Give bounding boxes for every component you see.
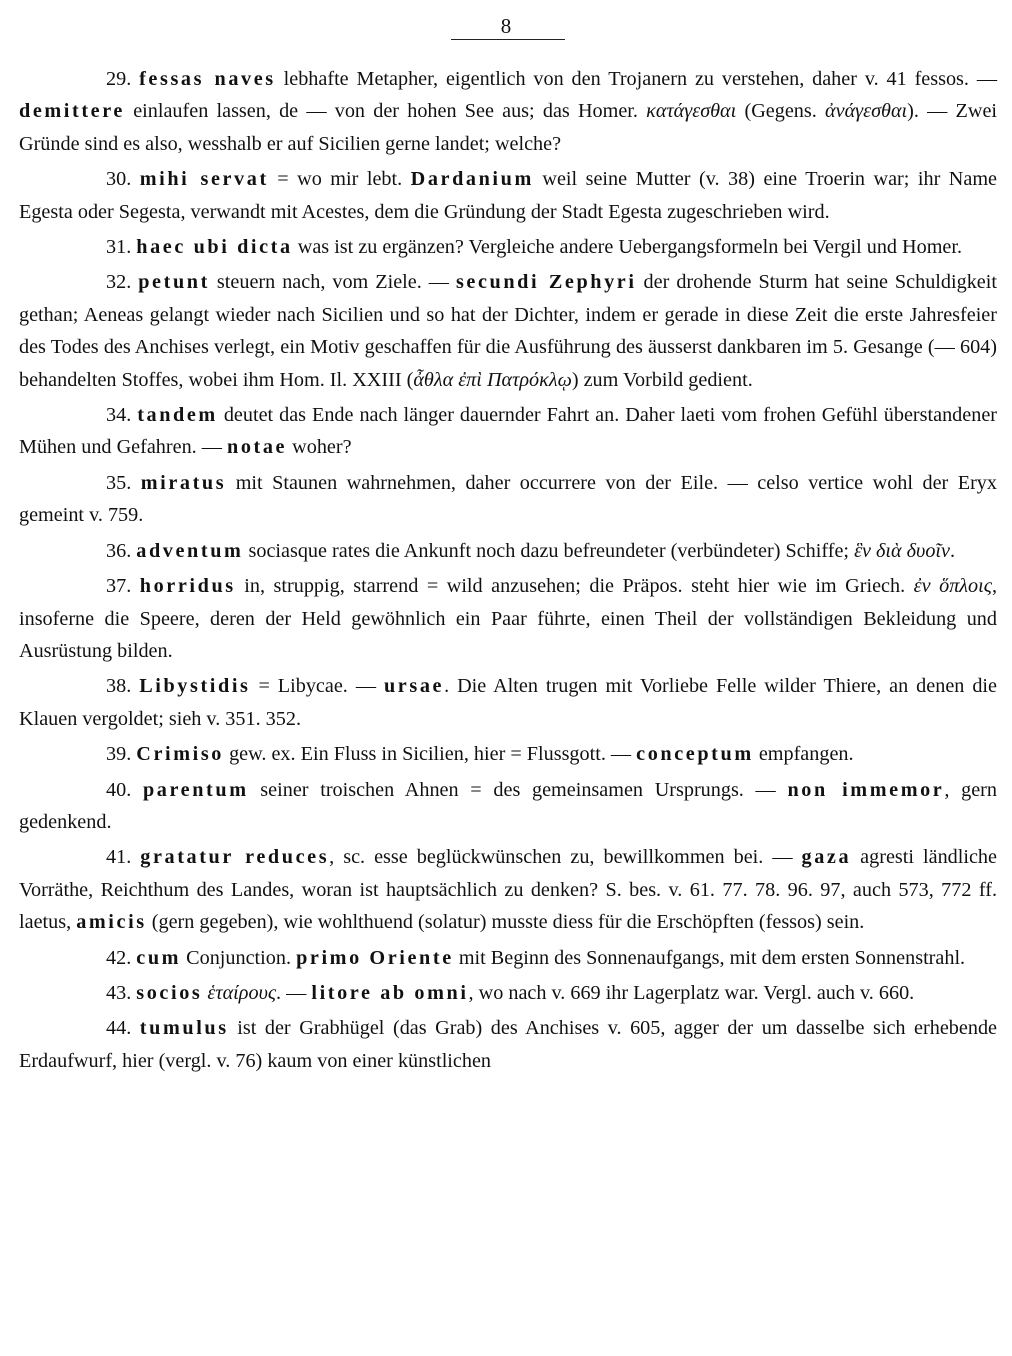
note-text: ). — Zwei Gründe sind es also, wesshalb er auf Sicilien gerne landet; welche? <box>19 100 998 155</box>
note-text: 43. <box>106 981 137 1004</box>
note-text: = Libycae. — <box>250 675 384 698</box>
lemma-term: demittere <box>19 100 125 123</box>
lemma-term: tandem <box>137 404 218 427</box>
note-text: 44. <box>106 1017 140 1040</box>
commentary-note <box>19 163 997 228</box>
page-number: 8 <box>500 14 512 38</box>
note-text: gew. ex. Ein Fluss in Sicilien, hier = Flussgott. — <box>224 743 637 766</box>
note-text: (gern gegeben), wie wohlthuend (solatur) musste diess für die Erschöpften (fessos) sein. <box>146 911 865 934</box>
commentary-note <box>19 535 997 567</box>
note-text: 41. <box>106 846 141 869</box>
lemma-term: primo Oriente <box>296 946 454 969</box>
lemma-term: miratus <box>140 471 227 494</box>
note-text: 38. <box>106 675 140 698</box>
commentary-note <box>19 670 997 735</box>
commentary-note <box>19 1012 997 1077</box>
note-text: 29. <box>106 68 140 90</box>
note-text: Conjunction. <box>181 946 297 969</box>
note-text: agresti ländliche Vorräthe, Reichthum des Landes, woran ist hauptsächlich zu denken? S. bes. v. 61. 77. 78. 96. 97, auch 573, 772 ff. laetus, <box>19 846 997 934</box>
note-text: . <box>950 539 956 562</box>
commentary-notes <box>19 63 997 1080</box>
note-text: 30. <box>106 168 140 191</box>
lemma-term: conceptum <box>636 743 754 766</box>
note-text: deutet das Ende nach länger dauernder Fahrt an. Daher laeti vom frohen Gefühl überstandener Mühen und Gefahren. — <box>19 404 997 459</box>
lemma-term: secundi Zephyri <box>455 271 637 294</box>
note-text: ) zum Vorbild gedient. <box>571 368 753 391</box>
commentary-note <box>19 266 997 396</box>
greek-term: ἐν ὅπλοις <box>913 575 992 598</box>
greek-term: ἆθλα ἐπὶ Πατρόκλῳ <box>413 368 572 391</box>
note-text: weil seine Mutter (v. 38) eine Troerin war; ihr Name Egesta oder Segesta, verwandt mit Acestes, dem die Gründung der Stadt Egesta zugeschrieben wird. <box>19 168 997 223</box>
note-text: steuern nach, vom Ziele. — <box>209 271 456 294</box>
lemma-term: ursae <box>383 675 445 698</box>
commentary-note <box>19 774 997 839</box>
lemma-term: Libystidis <box>139 675 251 698</box>
note-text: 42. <box>106 946 137 969</box>
note-text: mit Staunen wahrnehmen, daher occurrere von der Eile. — celso vertice wohl der Eryx gemeint v. 759. <box>19 471 997 527</box>
note-text: , insoferne die Speere, deren der Held gewöhnlich ein Paar führte, einen Theil der vollständigen Bekleidung und Ausrüstung bilden. <box>19 575 997 662</box>
lemma-term: Dardanium <box>410 168 534 191</box>
commentary-note <box>19 399 997 464</box>
lemma-term: fessas naves <box>139 68 276 90</box>
note-text: mit Beginn des Sonnenaufgangs, mit dem ersten Sonnenstrahl. <box>453 946 966 969</box>
greek-term: ἓν διὰ δυοῖν <box>854 539 950 562</box>
note-text: 32. <box>106 271 139 294</box>
commentary-note <box>19 738 997 770</box>
lemma-term: haec ubi dicta <box>136 236 293 259</box>
commentary-note <box>19 63 997 160</box>
lemma-term: horridus <box>139 575 236 598</box>
lemma-term: litore ab omni <box>311 981 469 1004</box>
lemma-term: gratatur reduces <box>140 846 330 869</box>
lemma-term: gaza <box>801 846 852 869</box>
commentary-note <box>19 841 997 938</box>
note-text: einlaufen lassen, de — von der hohen See aus; das Homer. <box>124 100 647 123</box>
note-text: , wo nach v. 669 ihr Lagerplatz war. Vergl. auch v. 660. <box>468 981 915 1004</box>
note-text: ist der Grabhügel (das Grab) des Anchises v. 605, agger der um dasselbe sich erhebende Erdaufwurf, hier (vergl. v. 76) kaum von einer künstlichen <box>19 1017 997 1072</box>
greek-term: ἀνάγεσθαι <box>825 100 908 123</box>
lemma-term: non immemor <box>787 778 945 801</box>
note-text: in, struppig, starrend = wild anzusehen; die Präpos. steht hier wie im Griech. <box>235 575 914 598</box>
note-text: 36. <box>106 539 137 562</box>
commentary-note <box>19 977 997 1009</box>
lemma-term: Crimiso <box>136 743 225 766</box>
note-text: seiner troischen Ahnen = des gemeinsamen Ursprungs. — <box>248 778 788 801</box>
note-text: woher? <box>287 436 352 459</box>
page-number-rule <box>451 39 565 40</box>
note-text: , gern gedenkend. <box>19 778 997 833</box>
lemma-term: tumulus <box>139 1017 229 1040</box>
note-text: 35. <box>106 471 141 494</box>
commentary-note <box>19 467 997 532</box>
note-text: sociasque rates die Ankunft noch dazu befreundeter (verbündeter) Schiffe; <box>243 539 855 562</box>
lemma-term: socios <box>136 981 203 1004</box>
commentary-note <box>19 570 997 667</box>
note-text: 40. <box>106 778 143 801</box>
greek-term: κατάγεσθαι <box>646 100 737 123</box>
note-text: = wo mir lebt. <box>268 168 411 191</box>
lemma-term: cum <box>136 946 182 969</box>
commentary-note <box>19 942 997 974</box>
lemma-term: mihi servat <box>139 168 269 191</box>
note-text: . Die Alten trugen mit Vorliebe Felle wilder Thiere, an denen die Klauen vergoldet; sieh v. 351. 352. <box>19 675 998 730</box>
lemma-term: adventum <box>136 539 244 562</box>
note-text: empfangen. <box>753 743 854 766</box>
note-text: 37. <box>106 575 140 598</box>
lemma-term: parentum <box>142 778 249 801</box>
note-text: was ist zu ergänzen? Vergleiche andere Uebergangsformeln bei Vergil und Homer. <box>292 236 963 259</box>
note-text: . — <box>276 981 312 1004</box>
greek-term: ἑταίρους <box>207 981 277 1004</box>
note-text: (Gegens. <box>736 100 826 123</box>
note-text: 39. <box>106 743 137 766</box>
note-text: 34. <box>106 404 138 427</box>
note-text: 31. <box>106 236 137 259</box>
lemma-term: petunt <box>138 271 210 294</box>
lemma-term: amicis <box>76 911 147 934</box>
note-text: lebhafte Metapher, eigentlich von den Trojanern zu verstehen, daher v. 41 fessos. — <box>275 68 998 90</box>
note-text: , sc. esse beglückwünschen zu, bewillkommen bei. — <box>329 846 802 869</box>
note-text: der drohende Sturm hat seine Schuldigkeit gethan; Aeneas gelangt wieder nach Sicilien und so hat der Dichter, indem er gerade in diese Zeit die erste Jahresfeier des Todes des Anchises verlegt, ein Motiv geschaffen für die Ausführung des äusserst dankbaren im 5. Gesange (— 604) behandelten Stoffes, wobei ihm Hom. Il. XXIII ( <box>19 271 997 391</box>
lemma-term: notae <box>227 436 288 459</box>
commentary-note <box>19 231 997 263</box>
